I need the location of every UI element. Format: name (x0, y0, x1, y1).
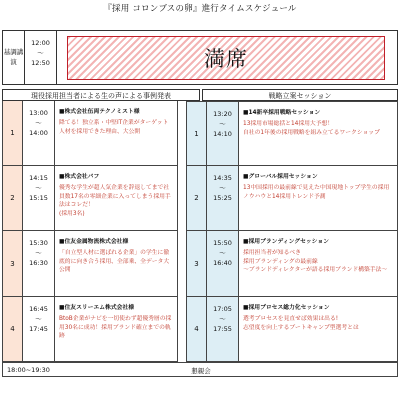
social-gathering-label: 懇親会 (191, 367, 211, 375)
keynote-label: 基調講演 (3, 31, 25, 84)
session-number: 3 (187, 231, 207, 296)
session-start: 16:45 (29, 305, 48, 313)
case-session-3 (2, 231, 178, 297)
keynote-start: 12:00 (31, 39, 50, 47)
session-company: ■株式会社伍両テクノミスト様 (59, 109, 140, 115)
sold-out-label: 満席 (204, 47, 248, 71)
session-description: 降てる！独立系・中堅IT企業がターゲット人材を採用できた理由、大公開 (59, 120, 169, 135)
session-end: 17:45 (29, 324, 48, 333)
case-session-2 (2, 166, 178, 231)
session-end: 15:25 (213, 193, 232, 202)
session-time (23, 297, 55, 361)
session-content (55, 166, 177, 230)
session-content (55, 297, 177, 361)
session-company: ■住友スリーエム株式会社様 (59, 305, 135, 311)
session-time (23, 101, 55, 165)
case-study-column (2, 101, 178, 362)
session-content (239, 166, 397, 230)
session-time (23, 231, 55, 296)
session-end: 16:30 (29, 258, 48, 267)
sold-out-box (67, 36, 385, 80)
session-dash: ～ (35, 118, 42, 127)
session-end: 14:10 (213, 129, 232, 138)
session-time (207, 297, 239, 361)
session-dash: ～ (35, 314, 42, 323)
session-dash: ～ (219, 248, 226, 257)
strategy-session-3 (186, 231, 398, 297)
session-content (239, 297, 397, 361)
session-content (55, 101, 177, 165)
left-column-header: 現役採用担当者による生の声による事例発表 (2, 89, 200, 101)
session-dash: ～ (219, 314, 226, 323)
strategy-session-4 (186, 297, 398, 362)
strategy-column (186, 101, 398, 362)
session-time (207, 166, 239, 230)
session-end: 14:00 (29, 128, 48, 137)
session-time (207, 102, 239, 165)
session-start: 17:05 (213, 305, 232, 313)
session-content (239, 102, 397, 165)
session-end: 16:40 (213, 258, 232, 267)
session-title: ■採用プロセス総力化セッション (243, 305, 330, 311)
session-number: 3 (3, 231, 23, 296)
keynote-row (2, 30, 398, 85)
session-end: 15:15 (29, 193, 48, 202)
session-description: 13中国採用の最前線で見えた中国現地トップ学生の採用ノウハウと14採用トレンド予測 (243, 185, 390, 200)
session-description: 13採用市場総括と14採用大予想！ 自社の1年後の採用戦略を組み立てるワークショップ (243, 121, 380, 136)
session-time (207, 231, 239, 296)
session-title: ■グローバル採用セッション (243, 174, 318, 180)
session-content (239, 231, 397, 296)
session-company: ■株式会社パフ (59, 174, 100, 180)
session-dash: ～ (219, 119, 226, 128)
strategy-session-2 (186, 166, 398, 231)
session-number: 2 (187, 166, 207, 230)
keynote-dash: ～ (37, 48, 44, 57)
session-number: 4 (187, 297, 207, 361)
session-company: ■住友金属物流株式会社様 (59, 239, 129, 245)
social-gathering-row (2, 362, 398, 377)
session-start: 15:50 (213, 239, 232, 247)
session-title: ■採用ブランディングセッション (243, 239, 329, 245)
session-number: 2 (3, 166, 23, 230)
session-dash: ～ (35, 248, 42, 257)
session-start: 14:35 (213, 174, 232, 182)
right-column-header: 戦略立案セッション (202, 89, 398, 101)
session-number: 1 (3, 101, 23, 165)
session-start: 13:20 (213, 110, 232, 118)
session-dash: ～ (219, 183, 226, 192)
session-number: 1 (187, 102, 207, 165)
session-description: BtoB企業がナビを一切使わず超優秀層の採用30名に成功！採用ブランド確立までの軌跡 (59, 316, 172, 340)
keynote-time (25, 31, 57, 84)
strategy-session-1 (186, 101, 398, 166)
session-start: 15:30 (29, 239, 48, 247)
session-note: (採用3名) (59, 210, 85, 217)
session-description: 「自立型人材に選ばれる企業」の学生に徹底的に向き合う採用、全部乗、全データ大公開 (59, 250, 170, 274)
session-dash: ～ (35, 183, 42, 192)
session-description: 採用担当者が知るべき 採用ブランディングの最前線 ～ブランドディレクターが語る採用ブランド構築手法～ (243, 250, 388, 274)
case-session-1 (2, 101, 178, 166)
case-session-4 (2, 297, 178, 362)
session-number: 4 (3, 297, 23, 361)
session-start: 13:00 (29, 109, 48, 117)
session-description: 優秀な学生が超人気企業を辞退してまで社員数17名の零細企業に入ってしまう採用手法はコレだ！ (59, 185, 171, 209)
session-end: 17:55 (213, 324, 232, 333)
page-title: 『採用 コロンブスの卵』進行タイムスケジュール (103, 4, 297, 14)
social-gathering-time: 18:00~19:30 (7, 366, 50, 374)
session-title: ■14新卒採用戦略セッション (243, 110, 321, 116)
session-content (55, 231, 177, 296)
session-time (23, 166, 55, 230)
keynote-end: 12:50 (31, 58, 50, 67)
session-description: 選考プロセスを見直せば効果は出る! 志望度を向上するブートキャンプ型選考とは (243, 316, 359, 331)
session-start: 14:15 (29, 174, 48, 182)
